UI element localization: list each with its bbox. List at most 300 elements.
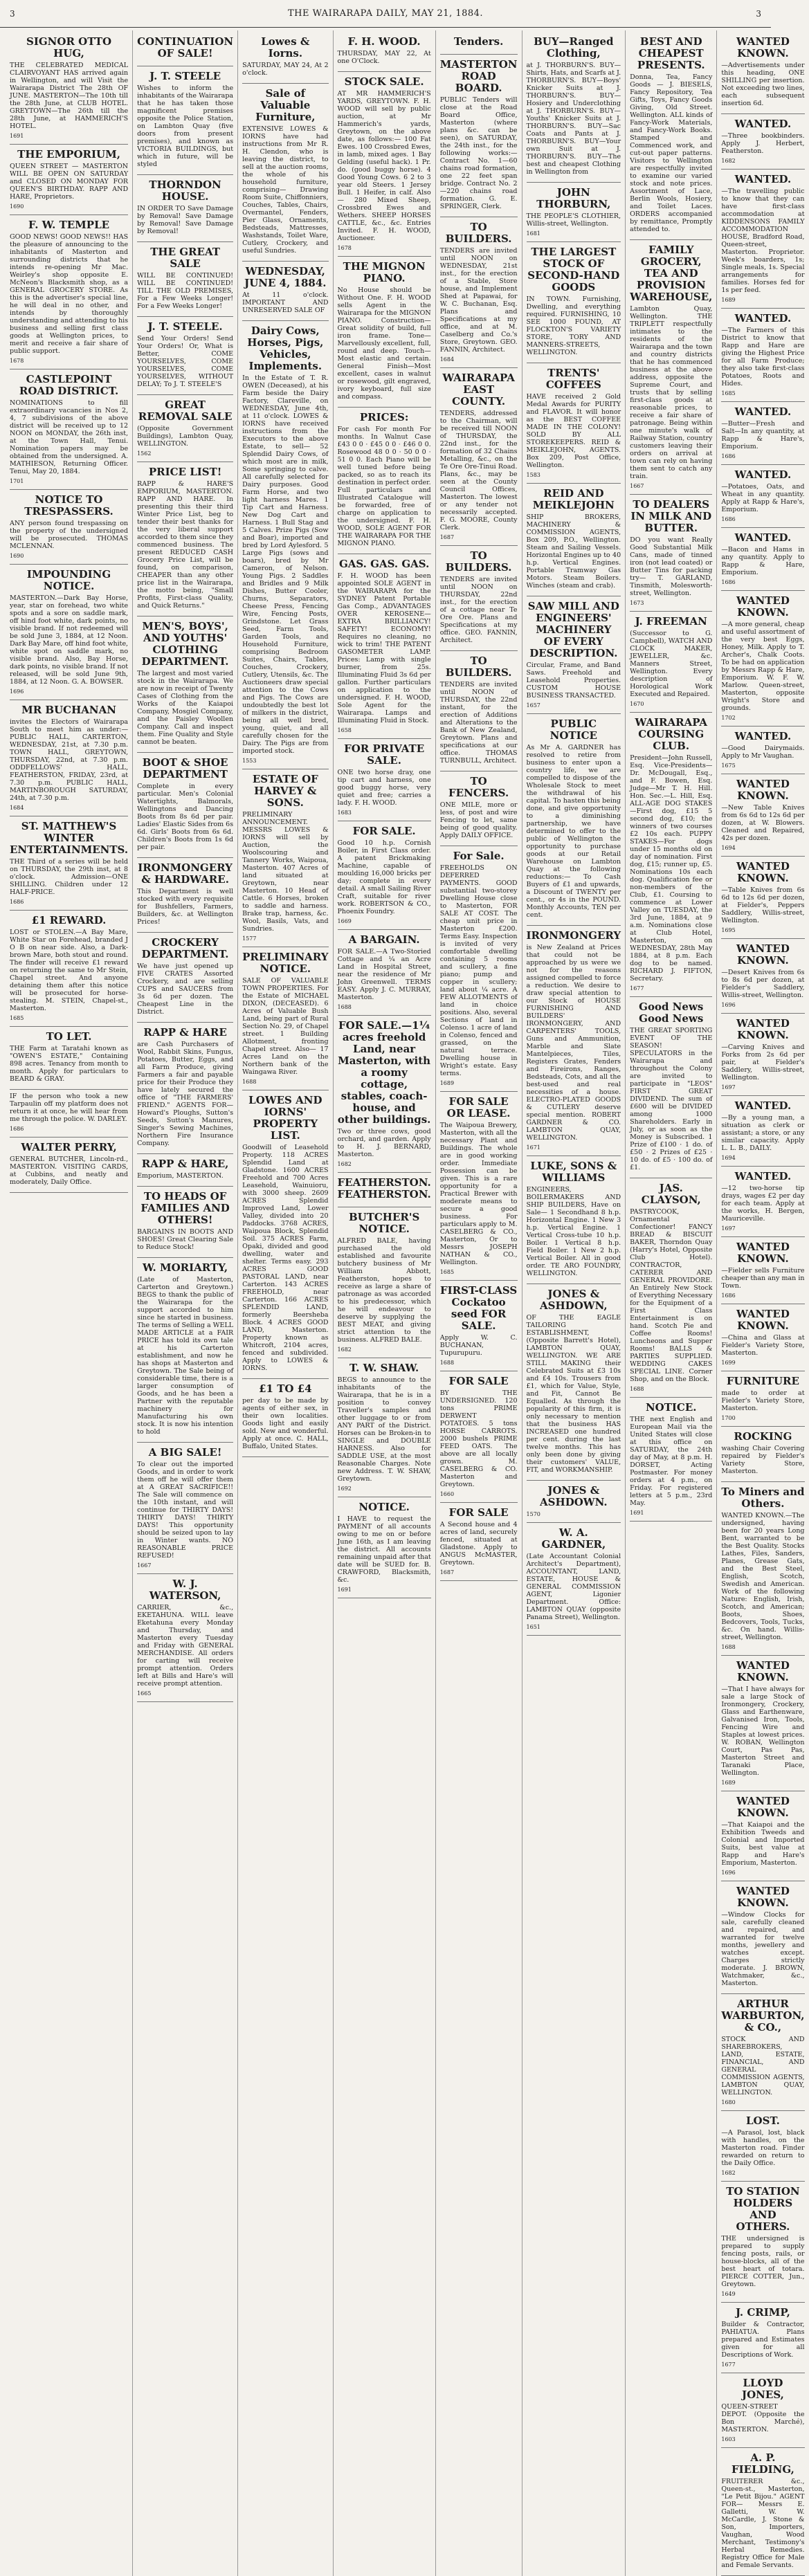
ad-body: TENDERS are invited until NOON of THURSDAY, the 22nd instant, for the erection of Additions and Alterations to the Bank of New Zealand, Greytown. Plans and specifications at our office. THOMAS TURNBULL, Architect.	[439, 681, 518, 765]
ad-heading: F. W. TEMPLE	[28, 219, 110, 231]
advertisement	[527, 926, 621, 1156]
ad-heading: WALTER PERRY,	[21, 1141, 117, 1153]
ad-body: (Successor to G. Campbell), WATCH AND CLOCK MAKER, JEWELLER, &c. Manners Street, Wellington. Every description of Horological Work Executed and Repaired.	[630, 630, 713, 698]
ad-heading: LOST.	[745, 2114, 780, 2127]
ad-body: invites the Electors of Wairarapa South to meet him as under:— PUBLIC HALL, CARTERTON, WEDNESDAY, 21st, at 7.30 p.m. TOWN HALL, GREYTOWN, THURSDAY, 22nd, at 7.30 p.m. ODDFELLOWS' HALL, FEATHERSTON, FRIDAY, 23rd, at 7.30 p.m. PUBLIC HALL, MARTINBOROUGH SATURDAY, 24th, at 7.30 p.m.	[10, 718, 129, 802]
ad-body: PRELIMINARY ANNOUNCEMENT. MESSRS LOWES & IORNS will sell by Auction, the Woolscouring and Tannery Works, Waipoua, Masterton. 407 Acres of land situated at Greytown, near Masterton. 10 Head of Cattle. 6 Horses, broken to saddle and harness. Brake trap, harness, &c. Wool, Basils, Vats, and Sundries.	[242, 811, 329, 933]
advertisement	[137, 317, 233, 395]
ad-body: —Window Clocks for sale, carefully cleaned and repaired, and warranted for twelve months, jewellery and watches except. Charges strictly moderate. J. BROWN, Watchmaker, &c., Masterton.	[721, 1911, 805, 1987]
advertisement	[630, 240, 712, 495]
ad-number: 1695	[721, 927, 736, 933]
ad-body: —Potatoes, Oats, and Wheat in any quantity. Apply at Rapp & Hare's, Emporium.	[721, 483, 805, 513]
ad-heading: CONTINUATION OF SALE!	[137, 35, 234, 60]
ad-body: —Advertisements under this heading, ONE SHILLING per insertion. Not exceeding two lines, each subsequent insertion 6d.	[721, 62, 805, 107]
ad-heading: MEN'S, BOYS', AND YOUTHS' CLOTHING DEPARTMENT.	[141, 620, 229, 668]
ad-body: PASTRYCOOK, Ornamental Confectioner! FANCY BREAD & BISCUIT BAKER, Thorndon Quay (Harry's Hotel, Opposite Club Hotel). CONTRACTOR, CATERER AND GENERAL PROVIDORE. An Entirely New Stock of Everything Necessary for the Equipment of a First Class Entertainment is on hand. Scotch Pie and Coffee Rooms! Luncheons and Supper Rooms! BALLS & PARTIES SUPPLIED. WEDDING CAKES SPECIAL LINE. Corner Shop, and on the Block.	[630, 1208, 713, 1383]
column-6	[522, 30, 626, 2576]
advertisement	[242, 947, 328, 1090]
ad-heading: TO FENCERS.	[448, 775, 509, 799]
ad-heading: WANTED KNOWN.	[736, 1017, 790, 1041]
ad-body: IN ORDER TO Save Damage by Removal! Save Damage by Removal! Save Damage by Removal!	[137, 205, 234, 235]
advertisement	[137, 933, 233, 1023]
ad-heading: TO DEALERS IN MILK AND BUTTER.	[630, 498, 712, 534]
ad-body: ONE MILE, more or less, of post and wire Fencing to let, same being of good quality. Apply DAILY OFFICE.	[439, 801, 518, 839]
ad-number: 1685	[439, 1269, 455, 1275]
ad-heading: J. FREEMAN	[635, 615, 707, 628]
ad-body: WANTED KNOWN.—The undersigned, having been for 20 years Long Bent, warranted to be the Best Quality. Stocks Lathes, Files, Sanders, Planes, Grease Gats, and the Best Steel, English, Scotch, Swedish and American. Work of the following Nature: English, Irish, Scotch, and American; Boots, Shoes, Bedcovers, Tools, Tucks, &c. On hand. Willis-street, Wellington.	[721, 1512, 805, 1641]
ad-heading: IMPOUNDING NOTICE.	[26, 568, 111, 592]
ad-heading: TO LET.	[46, 1030, 92, 1043]
ad-body: IF the person who took a new Tarpaulin off my platform does not return it at once, he will hear from me through the police. W. DARLEY.	[10, 1093, 129, 1123]
ad-heading: TO HEADS OF FAMILIES AND OTHERS!	[140, 1190, 230, 1226]
advertisement	[721, 528, 804, 591]
ad-heading: FEATHERSTON. FEATHERSTON.	[337, 1176, 431, 1200]
page-number: 3	[10, 8, 15, 19]
ad-number: 1691	[10, 133, 24, 139]
ad-number: 1688	[721, 1644, 736, 1650]
ad-heading: Dairy Cows, Horses, Pigs, Vehicles, Implements.	[247, 325, 324, 372]
advertisement	[440, 32, 518, 55]
ad-heading: WANTED KNOWN.	[736, 778, 790, 802]
ad-body: are Cash Purchasers of Wool, Rabbit Skins, Fungus, Potatoes, Butter, Eggs, and all Farm Produce, giving Farmers a fair and payable price for their Produce they have lately secured the office of "THE FARMERS' FRIEND." AGENTS FOR—Howard's Ploughs, Sutton's Seeds, Sutton's Manures, Singer's Sewing Machines, Northern Fire Insurance Company.	[137, 1041, 234, 1147]
column-2	[133, 30, 238, 2576]
advertisement	[527, 1156, 621, 1284]
advertisement	[338, 1016, 431, 1173]
advertisement	[10, 565, 128, 700]
ad-heading: MR BUCHANAN	[21, 704, 116, 716]
ad-body: TENDERS are invited until NOON on THURSDAY, 22nd inst., for the erection of a cottage near Te Ore Ore. Plans and Specifications at my office. GEO. FANNIN, Architect.	[439, 576, 518, 644]
ad-body: AT MR HAMMERICH'S YARDS, GREYTOWN. F. H. WOOD will sell by public auction, at Mr Hammerich's yards, Greytown, on the above date, as follows:— 100 Fat Ewes. 100 Crossbred Ewes, in lamb, mixed ages. 1 Bay Gelding (useful hack). 1 Pr. do. (good buggy horse). 4 Good Young Cows. 6 2 to 3 year old Steers. 1 Jersey Bull. 1 Heifer, in calf. Also— 280 Mixed Sheep, Crossbred Ewes and Wethers. SHEEP HORSES CATTLE, &c., &c. Entries Invited. F. H. WOOD, Auctioneer.	[337, 90, 431, 242]
advertisement	[137, 1258, 233, 1443]
ad-number: 1685	[721, 390, 736, 396]
ad-heading: PRICES:	[359, 411, 409, 423]
advertisement	[721, 170, 804, 309]
ad-number: 1603	[721, 2436, 736, 2442]
ad-body: No House should be Without One. F. H. WOOD sells Agent in the Wairarapa for the MIGNON PIANO. Construction—Great solidity of build, full iron frame. Tone—Marvellously excellent, full, round and deep. Touch—Most elastic and certain. General Finish—Most excellent, cases in walnut or rosewood, gilt engraved, ivory keyboard, full size and compass.	[337, 286, 431, 401]
ad-body: F. H. WOOD has been appointed SOLE AGENT in the WAIRARAPA for the SYDNEY Patent Portable Gas Comp., ADVANTAGES OVER KEROSENE— EXTRA BRILLIANCY! SAFETY! ECONOMY! Requires no cleaning, no wick to trim! THE PATENT GASOMETER LAMP. Prices: Lamp with single burner, from 25s. Illuminating Fluid 3s 6d per gallon. Further particulars on application to the undersigned. F. H. WOOD, Sole Agent for the Wairarapa. Lamps and Illuminating Fluid in Stock.	[337, 572, 431, 724]
ad-heading: JAS. CLAYSON,	[641, 1182, 701, 1206]
ad-body: Donna, Tea, Fancy Goods — J. BIESELS, Fancy Repository, Tea Gifts, Toys, Fancy Goods Giving, Old Street. Wellington. ALL kinds of Fancy-Work Materials, and Fancy-Work Books. Stamped and Commenced work, and cut-out paper patterns. Visitors to Wellington are respectfully invited to examine our varied stock and note prices. Assortment of Lace, Berlin Wools, Hosiery, and Toilet Laces. ORDERS accompanied by remittance, Promptly attended to.	[630, 73, 713, 233]
advertisement	[527, 1481, 621, 1523]
ad-number: 1686	[721, 1292, 736, 1299]
ad-heading: PRICE LIST!	[148, 466, 222, 478]
advertisement	[527, 183, 621, 242]
ad-heading: GREAT REMOVAL SALE	[138, 399, 233, 423]
ad-number: 1649	[721, 2291, 736, 2297]
advertisement	[242, 769, 328, 947]
advertisement	[630, 1398, 712, 1522]
ad-number: 1697	[721, 1084, 736, 1090]
ad-heading: FOR SALE	[448, 1375, 509, 1387]
ad-number: 1686	[721, 579, 736, 585]
ad-body: GENERAL BUTCHER, Lincoln-rd., MASTERTON. VISITING CARDS, at Cubbins, and neatly and moderately, Daily Office.	[10, 1155, 129, 1186]
ad-body: —Desert Knives from 6s to 8s 6d per dozen, at Fielder's Saddlery, Willis-street, Wellington.	[721, 969, 805, 999]
ad-body: —Good Dairymaids. Apply to Mr Vaughan.	[721, 745, 805, 760]
ad-heading: TRENTS' COFFEES	[545, 367, 601, 391]
ad-heading: THE MIGNON PIANO.	[343, 260, 426, 284]
advertisement	[721, 402, 804, 465]
ad-number: 1686	[721, 516, 736, 522]
ad-body: Emporium, MASTERTON.	[137, 1172, 224, 1180]
ad-number: 1694	[721, 845, 736, 851]
ad-heading: FOR SALE.	[352, 825, 416, 837]
ad-body: —The Farmers of this District to know that Rapp and Hare are giving the Highest Price for all Farm Produce; they also take first-class Potatoes, Roots and Hides.	[721, 327, 805, 387]
column-8	[717, 30, 808, 2576]
advertisement	[721, 1014, 804, 1096]
advertisement	[137, 32, 233, 66]
ad-heading: SIGNOR OTTO HUG,	[26, 35, 112, 60]
advertisement	[527, 484, 621, 596]
ad-heading: WANTED KNOWN.	[736, 942, 790, 967]
advertisement	[338, 1358, 431, 1497]
ad-heading: IRONMONGERY & HARDWARE.	[138, 861, 233, 886]
ad-number: 1688	[242, 1079, 257, 1085]
advertisement	[630, 612, 712, 713]
ad-heading: CROCKERY DEPARTMENT.	[141, 936, 229, 960]
advertisement	[242, 32, 328, 84]
ad-body: Lambton Quay, Wellington. THE TRIPLETT respectfully intimates to the residents of the Wairarapa and the town and country districts that he has commenced business at the above address, opposite the Supreme Court, and trusts that by selling first-class goods at reasonable prices, to receive a fair share of patronage. Being within one minute's walk of Railway Station, country customers leaving their orders on arrival at town can rely on having them sent to catch any train.	[630, 305, 713, 480]
ad-number: 1684	[439, 356, 455, 363]
ad-heading: WANTED.	[734, 468, 792, 481]
advertisement	[630, 997, 712, 1178]
ad-body: The largest and most varied stock in the Wairarapa. We are now in receipt of Twenty Cases of Clothing from the Works of the Kaiapoi Company, Mosgiel Company, and the Paisley Woollen Company. Call and inspect them. Fine Quality and Style cannot be beaten.	[137, 670, 234, 746]
advertisement	[137, 175, 233, 242]
advertisement	[10, 490, 128, 565]
advertisement	[338, 72, 431, 257]
advertisement	[242, 1090, 328, 1379]
advertisement	[527, 714, 621, 926]
ad-body: TENDERS, addressed to the Chairman, will be received till NOON of THURSDAY, the 22nd inst., for the formation of 32 Chains Metalling, &c., on the Te Ore Ore-Tinui Road. Plans, &c., may be seen at the County Council Offices, Masterton. The lowest or any tender not necessarily accepted. F. G. MOORE, County Clerk.	[439, 410, 518, 531]
ad-body: —That Kaiapoi and the Exhibition Tweeds and Colonial and Imported Suits, best value at Rapp and Hare's Emporium, Masterton.	[721, 1821, 805, 1867]
advertisement	[527, 32, 621, 183]
ad-body: (Late Accountant Colonial Architect's Department), ACCOUNTANT, LAND, ESTATE, HOUSE & GENERAL COMMISSION AGENT, Ligonier Department. Office: LAMBTON QUAY (opposite Panama Street), Wellington.	[526, 1553, 621, 1621]
ad-number: 1687	[439, 1569, 455, 1575]
advertisement	[721, 1304, 804, 1371]
ad-heading: FOR PRIVATE SALE.	[344, 742, 425, 767]
advertisement	[721, 1167, 804, 1237]
ad-body: at J. THORBURN'S. BUY—Shirts, Hats, and Scarfs at J. THORBURN'S. BUY—Boys' Knicker Suits at J. THORBURN'S. BUY—Hosiery and Underclothing at J. THORBURN'S. BUY—Youths' Knicker Suits at J. THORBURN'S. BUY—Sac Coats and Pants at J. THORBURN'S. BUY—Your own Suit at J. THORBURN'S. BUY—The best and cheapest Clothing in Wellington from	[526, 62, 621, 176]
ad-number: 1665	[137, 1690, 152, 1697]
ad-heading: ROCKING	[734, 1430, 792, 1443]
advertisement	[338, 408, 431, 554]
ad-body: BEGS to announce to the inhabitants of the Wairarapa, that he is in a position to convey Traveller's samples and other luggage to or from ANY PART of the District. Horses can be Broken-in to SINGLE and DOUBLE HARNESS. Also for SADDLE USE, at the most Reasonable Charges. Note new Address. T. W. SHAW, Greytown.	[337, 1376, 431, 1483]
ad-number: 1688	[337, 1004, 352, 1010]
advertisement	[440, 546, 518, 651]
ad-heading: FOR SALE.—1¼ acres freehold Land, near Masterton, with a roomy cottage, stables, coach-house, and other buildings.	[337, 1019, 431, 1126]
advertisement	[440, 1503, 518, 1581]
advertisement	[630, 32, 712, 240]
ad-body: Circular, Frame, and Band Saws. Freehold and Leasehold Properties. CUSTOM HOUSE BUSINESS TRANSACTED.	[526, 661, 621, 700]
ad-body: QUEEN-STREET DEPOT. (Opposite the Bon Marché), MASTERTON.	[721, 2403, 805, 2433]
ad-body: Good 10 h.p. Cornish Boiler, in First Class order. A patent Brickmaking Machine, capable of moulding 16,000 bricks per day; complete in every detail. A small Sailing River Craft, suitable for river work. ROBERTSON & CO., Phoenix Foundry.	[337, 839, 431, 915]
advertisement	[630, 713, 712, 997]
advertisement	[440, 1281, 518, 1371]
ad-number: 1669	[337, 918, 352, 924]
ad-number: 1684	[10, 805, 24, 811]
ad-heading: PUBLIC NOTICE	[549, 718, 597, 742]
advertisement	[721, 2303, 804, 2373]
advertisement	[721, 465, 804, 528]
ad-number: 1689	[439, 1080, 455, 1086]
ad-number: 1696	[721, 1870, 736, 1876]
ad-number: 1651	[526, 1624, 540, 1630]
ad-body: PUBLIC Tenders will close at the Road Board Office, Masterton (where plans &c. can be seen), on SATURDAY, the 24th inst., for the following works:— Contract No. 1—60 chains road formation, one 22 feet span bridge. Contract No. 2—220 chains road formation. G. E. SPRINGER, Clerk.	[439, 96, 518, 210]
ad-body: Send Your Orders! Send Your Orders! Or, What is Better, COME YOURSELVES, COME YOURSELVES, COME YOURSELVES, WITHOUT DELAY; To J. T. STEELE'S	[137, 335, 234, 388]
advertisement	[10, 215, 128, 369]
ad-body: THE GREAT SPORTING EVENT OF THE SEASON! SPECULATORS in the Wairarapa and throughout the Colony are invited to participate in "LEOS" FIRST GREAT DIVIDEND. The sum of £600 will be DIVIDED among 1000 Shareholders. Early in July, or as soon as the Money is Subscribed. 1 Prize of £100 · 1 do. of £50 · 2 Prizes of £25 · 10 do. of £5 · 100 do. of £1.	[630, 1027, 713, 1171]
ad-heading: Tenders.	[453, 35, 504, 48]
ad-heading: GAS. GAS. GAS.	[338, 558, 430, 570]
ad-number: 1562	[137, 450, 152, 457]
ad-heading: WANTED.	[734, 405, 792, 418]
ad-heading: IRONMONGERY	[526, 929, 621, 942]
ad-heading: LOWES AND IORNS' PROPERTY LIST.	[248, 1094, 322, 1142]
advertisement	[338, 257, 431, 408]
ad-heading: WANTED.	[734, 312, 792, 325]
ad-body: LOST or STOLEN.—A Bay Mare, White Star on Forehead, branded J O B on near side. Also, a Dark-brown Mare, both stout and round. The finder will receive £1 reward on returning the same to Mr Stein, Chapel street. And anyone detaining them after this notice will be prosecuted for horse-stealing. M. STEIN, Chapel-st., Masterton.	[10, 929, 129, 1012]
ad-number: 1682	[721, 158, 736, 164]
ad-number: 1577	[242, 935, 257, 942]
ad-body: Goodwill of Leasehold Property. 118 ACRES Splendid Land at Gladstone. 1600 ACRES Freehold and 700 Acres Leasehold, Wainuioru, with 3000 sheep. 2609 ACRES Splendid Improved Land, Lower Valley, divided into 20 Paddocks. 3768 ACRES, Waipoua Block, Splendid Soil. 375 ACRES Farm, Opaki, divided and good dwelling, water and shelter. Terms easy. 293 ACRES GOOD PASTORAL LAND, near Carterton. 143 ACRES FREEHOLD, near Carterton. 166 ACRES SPLENDID LAND, formerly Beersheba Block. 4 ACRES GOOD LAND, Masterton. Property known as Whitcroft, 2104 acres, fenced and subdivided. Apply to LOWES & IORNS.	[242, 1144, 329, 1372]
ad-number: 1667	[137, 1562, 152, 1569]
ad-body: is New Zealand at Prices that could not be approached by us were we not for the reasons assigned compelled to force a reduction. We desire to draw special attention to our Stock of HOUSE FURNISHING AND BUILDERS' IRONMONGERY, AND CARPENTERS' TOOLS, Guns and Ammunition, Marble and Slate Mantelpieces, Tiles, Registers Grates, Fenders and Fireirons, Ranges, Bedsteads, Cots, and all the best-used and real necessities of a house. ELECTRO-PLATED GOODS & CUTLERY deserve special mention. ROBERT GARDNER & CO. LAMBTON QUAY, WELLINGTON.	[526, 944, 621, 1142]
advertisement	[721, 939, 804, 1014]
advertisement	[721, 114, 804, 170]
ad-heading: TO BUILDERS.	[445, 655, 512, 679]
ad-body: —The travelling public to know that they can have first-class accommodation at KIDDENSONS FAMILY ACCOMMODATION HOUSE, Bradford Road, Queen-street, Masterton. Proprietor. Week's boarders, 1s; Single meals, 1s. Special arrangements for families. Horses fed for 1s per feed.	[721, 188, 805, 294]
ad-number: 1683	[337, 810, 352, 816]
ad-body: (Opposite Government Buildings), Lambton Quay, WELLINGTON.	[137, 425, 234, 448]
ad-heading: REID AND MEIKLEJOHN	[532, 487, 615, 511]
advertisement	[137, 1187, 233, 1258]
advertisement	[137, 753, 233, 858]
ad-heading: TO BUILDERS.	[445, 549, 512, 574]
ad-body: FRUITERER &c., Queen-st., Masterton, "Le Petit Bijou." AGENT FOR— Messrs E. Galletti, W. W. McCardle, J. Stone & Son, Importers, Vaughan, Wood Merchant, Testimony's Herbal Remedies. Registry Office for Male and Female Servants.	[721, 2478, 805, 2569]
advertisement	[10, 1138, 128, 1193]
ad-number: 1689	[721, 1780, 736, 1786]
ad-number: 1682	[337, 1161, 352, 1167]
ad-heading: WANTED KNOWN.	[736, 1885, 790, 1909]
ad-body: THE undersigned is prepared to supply fencing posts, rails, or house-blocks, all of the best heart of totara. PIERCE COTTER, Jun., Greytown.	[721, 2235, 805, 2288]
ad-body: made to order at Fielder's Variety Store, Masterton.	[721, 1389, 805, 1412]
advertisement	[242, 262, 328, 321]
advertisement	[10, 1027, 128, 1090]
advertisement	[10, 145, 128, 215]
ad-heading: WANTED.	[734, 531, 792, 544]
ad-body: —Table Knives from 6s 6d to 12s 6d per dozen, at Fielder's, Peppers Saddlery, Willis-street, Wellington.	[721, 886, 805, 924]
column-4	[334, 30, 436, 2576]
ad-body: CARRIER, &c., EKETAHUNA. WILL leave Eketahuna every Monday and Thursday, and Masterton every Tuesday and Friday with GENERAL MERCHANDISE. All orders for carting will receive prompt attention. Orders left at Bills and Hare's will receive prompt attention.	[137, 1604, 234, 1688]
ad-heading: TO BUILDERS.	[445, 221, 512, 245]
ad-body: —A more general, cheap and useful assortment of the very best Eggs, Honey, Milk. Apply to T. Archer's, Chalk Coots. To be had on application by Messrs Rapp & Hare, Emporium. W. F. W. Marlow. Queen-street, Masterton, opposite Wright's Store and grounds.	[721, 621, 805, 712]
ad-body: EXTENSIVE LOWES & IORNS have had instructions from Mr R. H. Clendon, who is leaving the district, to sell at the auction rooms, the whole of his household furniture, comprising— Drawing Room Suite, Chiffonniers, Couches, Tables, Chairs, Overmantel, Fenders, Pier Glass, Ornaments, Bedsteads, Mattresses, Washstands, Toilet Ware, Cutlery, Crockery, and useful Sundries.	[242, 125, 329, 255]
ad-heading: WAIRARAPA COURSING CLUB.	[635, 716, 708, 752]
page-number-right: 3	[756, 8, 761, 19]
ad-heading: WANTED KNOWN.	[736, 35, 790, 60]
column-3	[238, 30, 333, 2576]
ad-heading: ARTHUR WARBURTON, & CO.,	[721, 1998, 805, 2034]
ad-body: This Department is well stocked with every requisite for Bushfellers, Farmers, Builders, &c. at Wellington Prices!	[137, 888, 234, 926]
advertisement	[338, 32, 431, 72]
ad-body: FOR SALE.—A Two-Storied Cottage and ¼ an Acre Land in Hospital Street, near the residence of Mr John Greenwell. TERMS EASY. Apply J. C. MURRAY, Masterton.	[337, 948, 431, 1001]
advertisement	[630, 1178, 712, 1398]
ad-body: ONE two horse dray, one tip cart and harness, one good buggy horse, very quiet and free; carries a lady. F. H. WOOD.	[337, 769, 431, 807]
advertisement	[440, 55, 518, 217]
ad-body: THE PEOPLE'S CLOTHIER, Willis-street, Wellington.	[526, 212, 621, 228]
ad-body: Wishes to inform the inhabitants of the Wairarapa that he has taken those magnificent premises opposite the Police Station, on Lambton Quay (five doors from present premises), and known as VICTORIA BUILDINGS, but which in future, will be styled	[137, 84, 234, 168]
ad-number: 1660	[439, 1491, 455, 1497]
ad-body: DO you want Really Good Substantial Milk Cans, made of tinned iron (not lead coated) or Butter Tins for packing try— T. GARLAND, Tinsmith, Molesworth-street, Wellington.	[630, 536, 713, 597]
ad-body: SALE OF VALUABLE TOWN PROPERTIES. For the Estate of MICHAEL DIXON, (DECEASED). 6 Acres of Valuable Bush Land, being part of Rural Section No. 29, of Chapel street. 1 Building Allotment, fronting Chapel street. Also— 17 Acres Land on the Northern bank of the Waingawa River.	[242, 977, 329, 1076]
advertisement	[527, 1523, 621, 1636]
advertisement	[242, 321, 328, 769]
ad-heading: FAMILY GROCERY, TEA AND PROVISION WAREHOUSE,	[630, 244, 713, 303]
ad-number: 1697	[721, 1225, 736, 1232]
column-5	[436, 30, 522, 2576]
ad-body: —A Parasol, lost, black with handles, on the Masterton road. Finder rewarded on return to the Daily Office.	[721, 2129, 805, 2167]
ad-number: 1690	[10, 553, 24, 559]
advertisement	[137, 616, 233, 753]
ad-heading: THE GREAT SALE	[150, 246, 220, 270]
advertisement	[242, 84, 328, 262]
ad-body: The Waipoua Brewery, Masterton, with all the necessary Plant and Buildings. The whole are in good working order. Immediate Possession can be given. This is a rare opportunity for a Practical Brewer with moderate means to secure a good business. For particulars apply to M. CASELBERG & CO., Masterton, Or to Messrs JOSEPH NATHAN & CO., Wellington.	[439, 1122, 518, 1266]
advertisement	[137, 1574, 233, 1702]
advertisement	[630, 495, 712, 612]
ad-heading: W. J. WATERSON,	[149, 1578, 221, 1602]
advertisement	[721, 1656, 804, 1791]
advertisement	[10, 911, 128, 1027]
advertisement	[440, 1371, 518, 1503]
ad-body: THURSDAY, MAY 22, At one O'Clock.	[337, 50, 431, 65]
ad-body: TENDERS are invited until NOON on WEDNESDAY, 21st inst., for the erection of a Stable, Store house, and Implement Shed at Papawai, for W. C. Buchanan, Esq. Plans and Specifications at my office, and at M. Caselberg and Co.'s Store, Greytown. GEO. FANNIN, Architect.	[439, 247, 518, 354]
ad-heading: BEST AND CHEAPEST PRESENTS.	[637, 35, 705, 71]
ad-number: 1694	[721, 1155, 736, 1161]
ad-body: —Fielder sells Furniture cheaper than any man in Town.	[721, 1267, 805, 1290]
ad-body: ANY person found trespassing on the property of the undersigned will be prosecuted. THOMAS MCLENNAN.	[10, 520, 129, 550]
advertisement	[721, 1427, 804, 1482]
advertisement	[721, 727, 804, 774]
advertisement	[721, 857, 804, 939]
ad-heading: WANTED.	[734, 173, 792, 185]
ad-body: BY THE UNDERSIGNED. 120 tons PRIME DERWENT POTATOES. 5 tons HORSE CARROTS. 2000 bushels PRIME FEED OATS. The above are all locally grown. M. CASELBERG & CO. Masterton and Greytown.	[439, 1389, 518, 1488]
advertisement	[137, 858, 233, 933]
ad-heading: FOR SALE OR LEASE.	[446, 1095, 511, 1120]
advertisement	[527, 363, 621, 484]
ad-body: We have just opened up FIVE CRATES Assorted Crockery, and are selling CUPS and SAUCERS from 3s 6d per dozen. The Cheapest Line in the District.	[137, 962, 234, 1016]
ad-body: —By a young man, a situation as clerk or assistant; a store, or any similar capacity. Apply L. L. B., DAILY.	[721, 1114, 805, 1152]
ad-number: 1702	[721, 715, 736, 721]
ad-heading: For Sale.	[453, 850, 505, 862]
ad-heading: ST. MATTHEW'S WINTER ENTERTAINMENTS.	[10, 820, 129, 856]
ad-body: President—John Russell, Esq. Vice-Presidents—Dr. McDougall, Esq., and F. Bowen, Esq. Judge—Mr T. H. Hill. Hon. Sec.—L. Hill, Esq. ALL-AGE DOG STAKES—First dog, £15 5 second dog, £10; the winners of two courses £2 10s each. PUPPY STAKES—For dogs under 15 months old on day of nomination. First dog, £15; runner up, £5. Nominations 10s each dog. Qualification fee or non-members of the Club, £1. Coursing to commence at Lower Valley on TUESDAY, the 3rd June, 1884, at 9 a.m. Nominations close at Club Hotel, Masterton, on WEDNESDAY, 28th May 1884, at 8 p.m. Each dog to be named. RICHARD J. FIFTON, Secretary.	[630, 754, 713, 983]
ad-body: To clear out the imported Goods, and in order to work them off he will offer them at A GREAT SACRIFICE!! The Sale will commence on the 10th instant, and will continue for THIRTY DAYS! THIRTY DAYS! THIRTY DAYS! This opportunity should be seized upon to lay in Winter wants. NO REASONABLE PRICE REFUSED!	[137, 1461, 234, 1560]
ad-body: STOCK AND SHAREBROKERS, LAND, ESTATE, FINANCIAL, AND GENERAL COMMISSION AGENTS, LAMBTON QUAY, WELLINGTON.	[721, 2036, 805, 2097]
ad-body: —Carving Knives and Forks from 2s 6d per pair, at Fielder's Saddlery, Willis-street, Wellington.	[721, 1043, 805, 1081]
advertisement	[338, 554, 431, 739]
advertisement	[440, 1092, 518, 1281]
advertisement	[338, 821, 431, 930]
ad-heading: NOTICE.	[358, 1501, 410, 1513]
ad-body: As Mr A. GARDNER has resolved to retire from business to enter upon a country life, we are compelled to dispose of the Wholesale Stock to meet the withdrawal of his capital. To hasten this being done, and give opportunity to a diminishing partnership, we have determined to offer to the public of Wellington the opportunity to purchase goods at our Retail Warehouse on Lambton Quay at the following reductions:— To Cash Buyers of £1 and upwards, a Discount of TWENTY per cent., or 4s in the POUND. Monthly Accounts, TEN per cent.	[526, 744, 621, 919]
ad-heading: FIRST-CLASS Cockatoo seed FOR SALE.	[439, 1284, 518, 1332]
ad-heading: WAIRARAPA EAST COUNTY.	[442, 372, 515, 408]
ad-number: 1686	[10, 1126, 24, 1132]
ad-heading: F. H. WOOD.	[347, 35, 421, 48]
ad-number: 1701	[10, 478, 24, 484]
advertisement	[721, 32, 804, 114]
ad-number: 1689	[721, 297, 736, 303]
advertisement	[338, 930, 431, 1016]
ad-body: I HAVE to request the PAYMENT of all accounts owing to me on or before June 16th, as I am leaving the district. All accounts remaining unpaid after that date will be SUED for. B. CRAWFORD, Blacksmith, &c.	[337, 1515, 431, 1584]
ad-body: washing Chair Covering repaired by Fielder's Variety Store, Masterton.	[721, 1445, 805, 1475]
ad-body: (Late of Masterton, Carterton and Greytown.) BEGS to thank the public of the Wairarapa for the support accorded to him since he started in business. The terms of Selling a WELL MADE ARTICLE at a FAIR PRICE has told its own tale at his Carterton establishment, and now he has shops at Masterton and Greytown. The Sale being of considerable time, there is a larger consumption of Goods, and he has been a Partner with the reputable machinery for Manufacturing his own stock. It is now his intention to hold	[137, 1276, 234, 1436]
advertisement	[721, 591, 804, 727]
column-7	[626, 30, 717, 2576]
ad-body: Two or three cows, good orchard, and garden. Apply to H. J. BERNARD, Masterton.	[337, 1128, 431, 1158]
ad-number: 1700	[721, 1415, 736, 1421]
ad-body: Builder & Contractor, PAHIATUA. Plans prepared and Estimates given for all Descriptions of Work.	[721, 2321, 805, 2359]
ad-body: —That I have always for sale a large Stock of Ironmongery, Crockery, Glass and Earthenware, Galvanised Iron, Tools, Fencing Wire and Staples at lowest prices. W. ROBAN, Wellington Court, Pas Pas, Masterton Street and Taranaki Place, Wellington.	[721, 1686, 805, 1777]
ad-heading: RAPP & HARE	[143, 1026, 227, 1039]
ad-number: 1657	[526, 702, 540, 709]
advertisement	[10, 700, 128, 816]
ad-number: 1570	[526, 1511, 540, 1517]
ad-heading: WANTED KNOWN.	[736, 860, 790, 884]
ad-number: 1686	[721, 453, 736, 459]
ad-heading: WANTED.	[734, 1170, 792, 1182]
ad-number: 1658	[337, 727, 352, 733]
ad-heading: WANTED KNOWN.	[736, 1659, 790, 1683]
ad-number: 1685	[10, 1015, 24, 1021]
ad-number: 1696	[10, 688, 24, 695]
ad-body: FREEHOLDS ON DEFERRED PAYMENTS. GOOD substantial two-storey Dwelling House close to Masterton, FOR SALE AT COST. The cheap unit price in Masterton £200. Terms Easy. Inspection is invited of very comfortable dwelling containing 5 rooms and scullery, a fine piano; pump and copper in scullery; land about ¼ acre. A FEW ALLOTMENTS of land in choice positions. Also, several Sections of land in Colenso. 1 acre of land in Colenso, fenced and grassed, on the natural terrace. Dwelling house in Wright's estate. Easy terms.	[439, 864, 518, 1077]
ad-body: IN TOWN. Furnishing, Dwelling, and everything required. FURNISHING, 10 SEE 1000 FOUND, AT FLOCKTON'S VARIETY STORE, TORY AND MANNERS-STREETS, WELLINGTON.	[526, 295, 621, 356]
advertisement	[338, 1173, 431, 1207]
ad-body: QUEEN STREET — MASTERTON WILL BE OPEN ON SATURDAY and CLOSED ON MONDAY FOR QUEEN'S BIRTHDAY. RAPP AND HARE, Proprietors.	[10, 163, 129, 201]
ad-heading: FOR SALE	[448, 1506, 509, 1519]
ad-number: 1678	[10, 358, 24, 364]
ad-body: —Butter—Fresh and Salt—In any quantity, at Rapp & Hare's, Emporium.	[721, 420, 805, 450]
ad-heading: J. T. STEELE	[149, 70, 221, 82]
ad-number: 1583	[526, 472, 540, 478]
ad-body: MASTERTON.—Dark Bay Horse, year, star on forehead, two white spots and a sore on saddle mark, off hind foot white, dark points, no visible brand. If not redeemed will be sold June 3, 1884, at 12 Noon. Dark Bay Mare, off hind foot white, white spot on saddle mark, no visible brand. Also, Bay Horse, dark points, no visible brand. If not released, will be sold June 9th, 1884, at 12 Noon. G. A. BOWSER.	[10, 594, 129, 686]
ad-heading: CASTLEPOINT ROAD DISTRICT.	[19, 373, 119, 397]
ad-number: 1691	[630, 1510, 644, 1516]
column-1	[6, 30, 133, 2576]
newspaper-title: THE WAIRARAPA DAILY, MAY 21, 1884.	[287, 8, 484, 19]
ad-body: per day to be made by agents of either sex, in their own localities. Goods light and easily sold. New and wonderful. Apply at once. C. HALL, Buffalo, United States.	[242, 1397, 329, 1450]
advertisement	[527, 1284, 621, 1481]
ad-number: 1673	[630, 600, 644, 606]
advertisement	[440, 651, 518, 771]
ad-body: GOOD NEWS! GOOD NEWS!! HAS the pleasure of announcing to the inhabitants of Masterton and surrounding districts that he intends re-opening Mr Mac. Weirley's shop opposite E. McNeon's Blacksmith shop, as a GENERAL GROCERY STORE. As this is the advertiser's special line, he will deal in no other, and intends by thoroughly understanding and attending to his business and selling first class goods at Wellington prices, to merit and receive a fair share of public support.	[10, 233, 129, 355]
ad-body: In the Estate of T. R. OWEN (Deceased), at his Farm beside the Dairy Factory, Clareville, on WEDNESDAY, June 4th, at 11 o'clock. LOWES & IORNS have received instructions from the Executors to the above Estate, to sell— 52 Splendid Dairy Cows, of which most are in milk, Some springing to calve. All carefully selected for Dairy purposes. Good Farm Horse, and two light harness Mares. 1 Tip Cart and Harness. New Dog Cart and Harness. 1 Bull Stag and 5 Calves. Prize Pigs (Sow and Boar), imported and bred by Lord Aylesford. 5 Large Pigs (sows and boars), bred by Mr Cameron, of Nelson. Young Pigs. 2 Saddles and Bridles and 9 Milk Dishes, Butter Cooler, Churns, Separators, Cheese Press, Fencing Wire, Fencing Posts, Grindstone. Let Grass Seed, Farm Tools, Garden Tools, and Household Furniture, comprising Bedroom Suites, Chairs, Tables, Couches, Crockery, Cutlery, Utensils, &c. The Auctioneers draw special attention to the Cows and Pigs. The Cows are undoubtedly the best lot of milkers in the district, being all well bred, young, quiet, and all carefully chosen for the Dairy. The Pigs are from imported stock.	[242, 374, 329, 755]
ad-body: —China and Glass at Fielder's Variety Store, Masterton.	[721, 1334, 805, 1357]
advertisement	[721, 1482, 804, 1656]
ad-body: OF THE EAGLE TAILORING ESTABLISHMENT, (Opposite Barrett's Hotel), LAMBTON QUAY, WELLINGTON. WE ARE STILL MAKING their Celebrated Suits at £3 10s and £4 10s. Trousers from £1, which for Value, Style, and Fit, Cannot Be Equalled. As through the popularity of this firm, it is only necessary to mention that the business HAS INCREASED one hundred per cent. during the last twelve months. This has only been done by giving their customers' VALUE, FIT, and WORKMANSHIP.	[526, 1314, 621, 1474]
advertisement	[721, 309, 804, 402]
ad-heading: T. W. SHAW.	[349, 1362, 419, 1374]
ad-heading: STOCK SALE.	[344, 75, 424, 88]
ad-body: ENGINEERS, BOILERMAKERS AND SHIP BUILDERS, Have on Sale— 1 Secondhand 8 h.p. Horizontal Engine. 1 New 3 h.p. Vertical Engine. 1 Vertical Cross-tube 10 h.p. Boiler. 1 Vertical 8 h.p. Field Boiler. 1 New 2 h.p. Vertical Boiler. All in good order. TE ARO FOUNDRY, WELLINGTON.	[526, 1186, 621, 1277]
ad-body: Complete in every particular. Men's Colonial Watertights, Balmorals, Wellingtons and Dancing Boots from 8s 6d per pair. Ladies' Elastic Sides from 6s 6d. Girls' Boots from 6s 6d. Children's Boots from 1s 6d per pair.	[137, 783, 234, 851]
ad-body: NOMINATIONS to fill extraordinary vacancies in Nos 2, 4, 7 subdivisions of the above district will be received up to 12 NOON on MONDAY, the 26th inst, at the Town Hall, Tenui. Nomination papers may be obtained from the undersigned. A. MATHIESON, Returning Officer. Tenui, May 20, 1884.	[10, 399, 129, 475]
advertisement	[440, 217, 518, 368]
ad-number: 1688	[630, 1386, 644, 1392]
advertisement	[721, 1791, 804, 1881]
ad-body: —Bacon and Hams in any quantity. Apply to Rapp & Hare, Emporium.	[721, 546, 805, 576]
ad-body: SHIP BROKERS, MACHINERY & COMMISSION AGENTS, Box 209, P.O., Wellington. Steam and Sailing Vessels. Horizontal Engines up to 40 h.p. Vertical Engines. Portable Tramway Gas Motors. Steam Boilers. Winches (steam and crab).	[526, 513, 621, 590]
